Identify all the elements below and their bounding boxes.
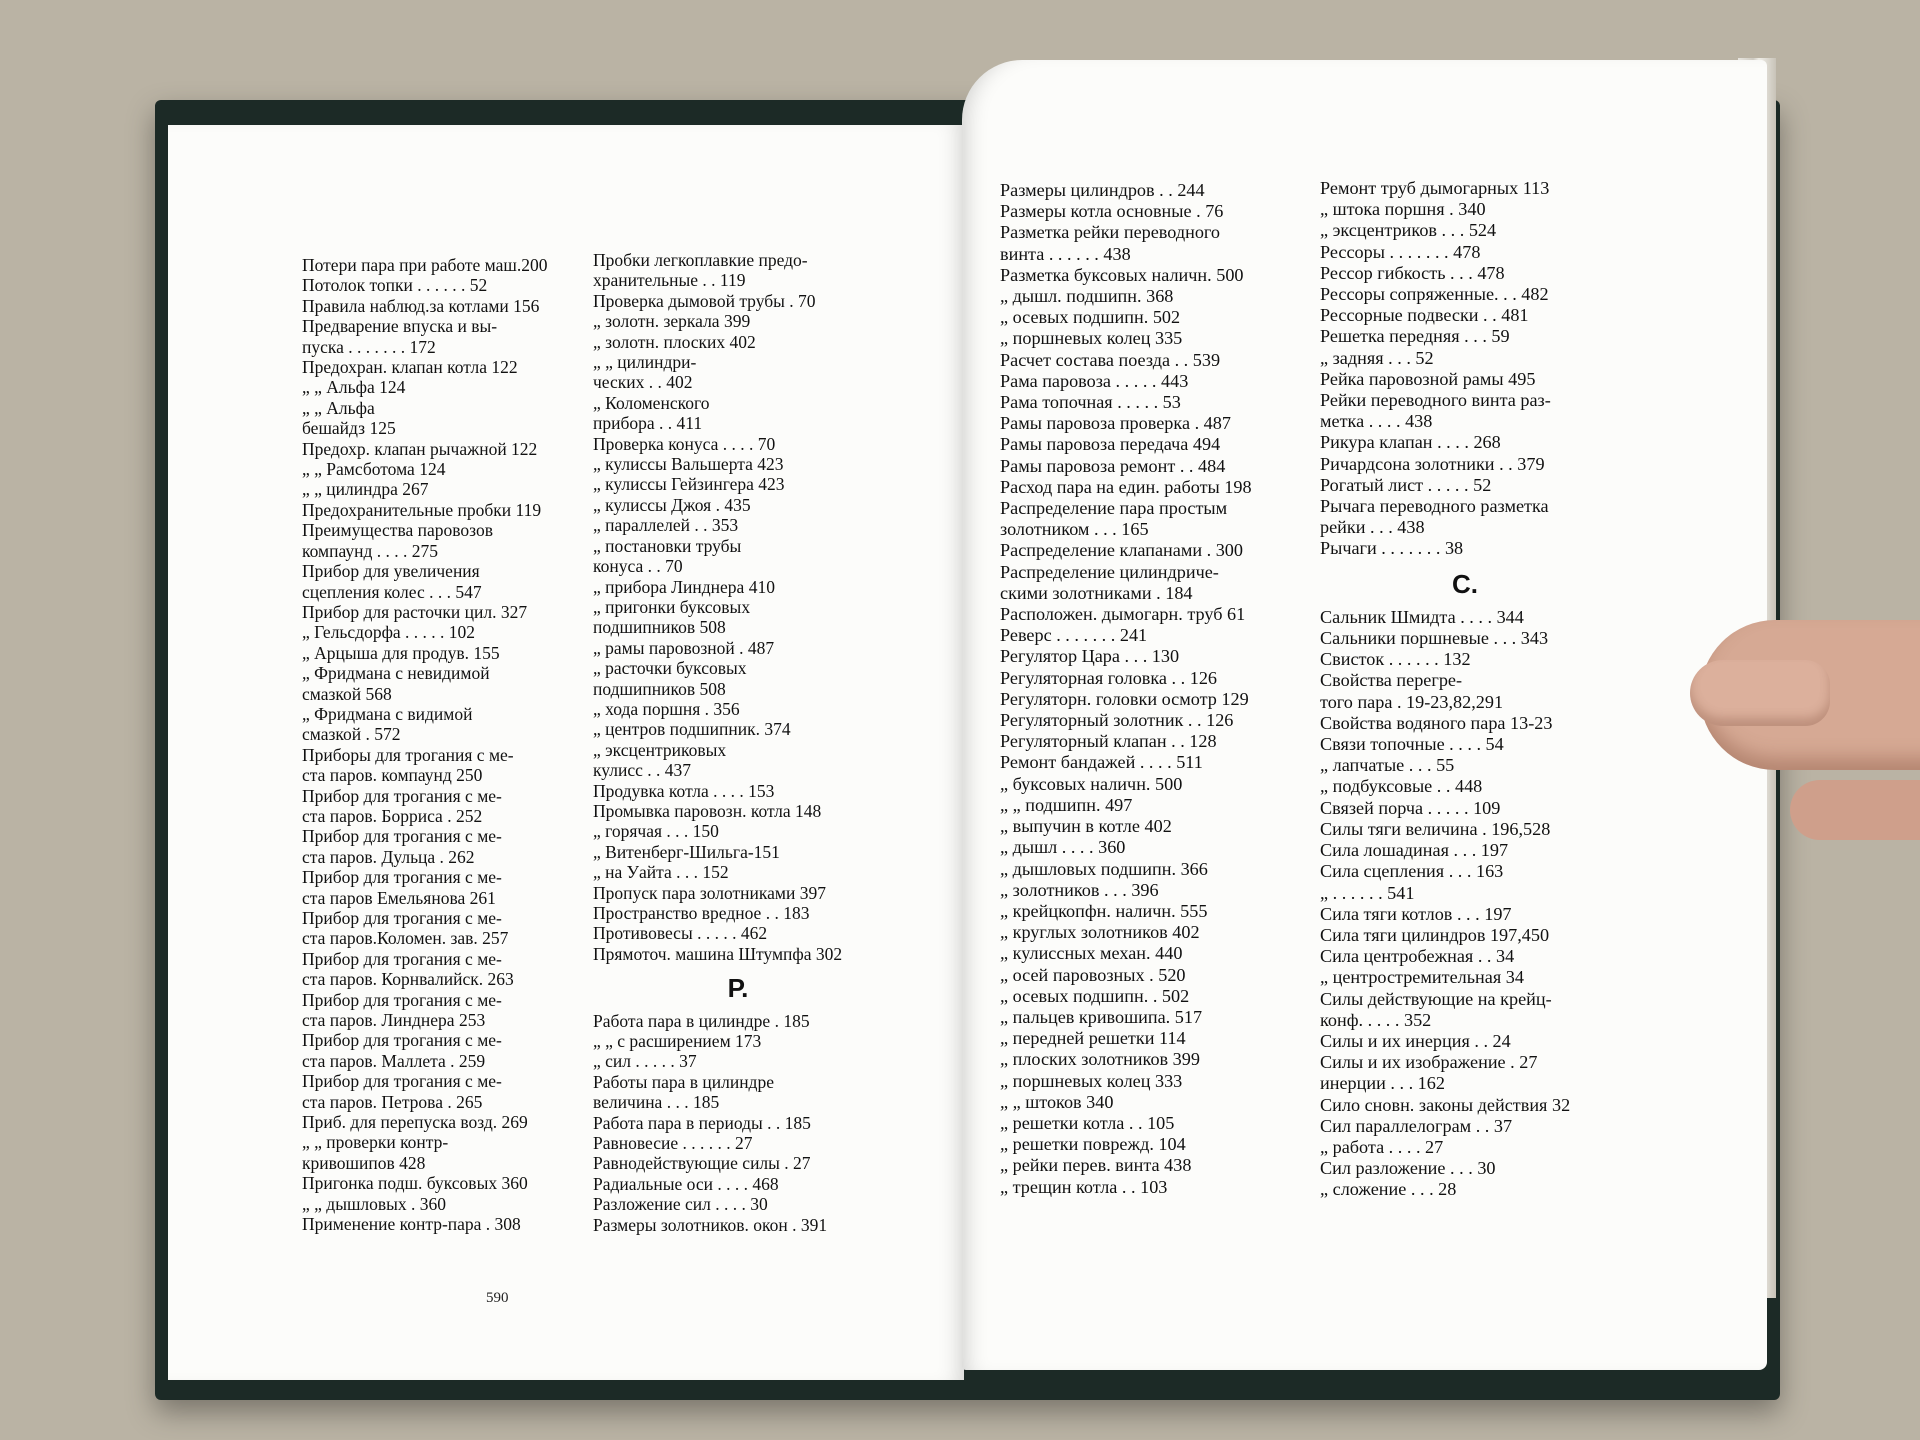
index-entry: „ передней решетки 114 bbox=[1000, 1028, 1186, 1049]
index-entry: „ постановки трубы bbox=[593, 535, 742, 556]
index-entry: „ Гельсдорфа . . . . . 102 bbox=[302, 622, 476, 643]
index-entry: Регуляторный золотник . . 126 bbox=[1000, 710, 1234, 731]
index-entry: „ „ дышловых . 360 bbox=[302, 1193, 447, 1214]
index-entry: конуса . . 70 bbox=[593, 556, 683, 577]
index-entry: „ дышл. подшипн. 368 bbox=[1000, 286, 1174, 307]
index-entry: „ сил . . . . . 37 bbox=[593, 1051, 697, 1072]
index-entry: ста паров.Коломен. зав. 257 bbox=[302, 928, 509, 949]
index-entry: ста паров. компаунд 250 bbox=[302, 765, 483, 786]
left-column-2-b bbox=[593, 1011, 883, 1235]
index-entry: Размеры золотников. окон . 391 bbox=[593, 1214, 828, 1235]
right-column-1 bbox=[1000, 180, 1300, 1198]
index-entry: Рычага переводного разметка bbox=[1320, 496, 1549, 517]
index-entry: „ золотн. зеркала 399 bbox=[593, 311, 751, 332]
page-number: 590 bbox=[486, 1290, 509, 1306]
index-entry: Преимущества паровозов bbox=[302, 520, 493, 541]
index-entry: Работы пара в цилиндре bbox=[593, 1071, 774, 1092]
index-entry: „ прибора Линднера 410 bbox=[593, 576, 775, 597]
index-entry: Рессоры . . . . . . . 478 bbox=[1320, 241, 1481, 262]
index-entry: Работа пара в периоды . . 185 bbox=[593, 1112, 811, 1133]
index-entry: Силы и их изображение . 27 bbox=[1320, 1052, 1538, 1073]
index-entry: „ золотников . . . 396 bbox=[1000, 879, 1159, 900]
index-entry: подшипников 508 bbox=[593, 678, 726, 699]
section-heading-s: С. bbox=[1452, 568, 1478, 599]
index-entry: „ пригонки буксовых bbox=[593, 596, 751, 617]
index-entry: „ выпучин в котле 402 bbox=[1000, 816, 1172, 837]
index-entry: Рамы паровоза проверка . 487 bbox=[1000, 413, 1231, 434]
index-entry: „ „ с расширением 173 bbox=[593, 1031, 762, 1052]
index-entry: „ расточки буксовых bbox=[593, 658, 747, 679]
index-entry: Сил разложение . . . 30 bbox=[1320, 1158, 1496, 1179]
index-entry: Рамы паровоза ремонт . . 484 bbox=[1000, 455, 1226, 476]
index-entry: Рычаги . . . . . . . 38 bbox=[1320, 538, 1464, 559]
index-entry: Силы действующие на крейц- bbox=[1320, 988, 1552, 1009]
index-entry: кулисс . . 437 bbox=[593, 760, 691, 781]
index-entry: „ кулиссы Вальшерта 423 bbox=[593, 454, 784, 475]
index-entry: „ осевых подшипн. . 502 bbox=[1000, 985, 1190, 1006]
index-entry: Распределение клапанами . 300 bbox=[1000, 540, 1243, 561]
index-entry: Связей порча . . . . . 109 bbox=[1320, 797, 1501, 818]
index-entry: „ хода поршня . 356 bbox=[593, 698, 740, 719]
index-entry: Регуляторн. головки осмотр 129 bbox=[1000, 688, 1249, 709]
index-entry: Сил параллелограм . . 37 bbox=[1320, 1115, 1513, 1136]
index-entry: Связи топочные . . . . 54 bbox=[1320, 734, 1504, 755]
index-entry: Расчет состава поезда . . 539 bbox=[1000, 349, 1221, 370]
index-entry: Решетка передняя . . . 59 bbox=[1320, 326, 1510, 347]
index-entry: Силы и их инерция . . 24 bbox=[1320, 1030, 1511, 1051]
index-entry: „ параллелей . . 353 bbox=[593, 515, 739, 536]
index-entry: „ „ подшипн. 497 bbox=[1000, 794, 1133, 815]
index-entry: Проверка дымовой трубы . 70 bbox=[593, 290, 816, 311]
index-entry: Ричардсона золотники . . 379 bbox=[1320, 453, 1545, 474]
index-entry: „ „ Альфа 124 bbox=[302, 377, 406, 398]
index-entry: „ „ Рамсботома 124 bbox=[302, 459, 446, 480]
index-entry: „ дышл . . . . 360 bbox=[1000, 837, 1126, 858]
index-entry: Пространство вредное . . 183 bbox=[593, 903, 810, 923]
hand-finger bbox=[1790, 780, 1920, 840]
index-entry: Пригонка подш. буксовых 360 bbox=[302, 1173, 528, 1194]
index-entry: Рама паровоза . . . . . 443 bbox=[1000, 370, 1189, 391]
index-entry: смазкой . 572 bbox=[302, 724, 401, 745]
index-entry: Предохр. клапан рычажной 122 bbox=[302, 438, 538, 459]
index-entry: Распределение пара простым bbox=[1000, 498, 1228, 519]
index-entry: „ . . . . . . 541 bbox=[1320, 882, 1415, 903]
index-entry: Ремонт бандажей . . . . 511 bbox=[1000, 752, 1203, 773]
index-entry: Прибор для трогания с ме- bbox=[302, 867, 502, 888]
index-entry: Продувка котла . . . . 153 bbox=[593, 780, 775, 801]
index-entry: ческих . . 402 bbox=[593, 372, 693, 393]
index-entry: Прибор для трогания с ме- bbox=[302, 989, 502, 1010]
index-entry: Сила сцепления . . . 163 bbox=[1320, 861, 1504, 882]
index-entry: Свойства водяного пара 13-23 bbox=[1320, 712, 1553, 733]
index-entry: Проверка конуса . . . . 70 bbox=[593, 433, 776, 454]
index-entry: Регуляторная головка . . 126 bbox=[1000, 667, 1218, 688]
index-entry: „ рейки перев. винта 438 bbox=[1000, 1155, 1192, 1176]
index-entry: ста паров. Петрова . 265 bbox=[302, 1091, 483, 1112]
index-entry: Сила тяги котлов . . . 197 bbox=[1320, 903, 1512, 924]
index-entry: Прибор для увеличения bbox=[302, 561, 480, 582]
index-entry: „ Фридмана с невидимой bbox=[302, 663, 490, 684]
index-entry: „ поршневых колец 335 bbox=[1000, 328, 1183, 349]
index-entry: Прибор для трогания с ме- bbox=[302, 908, 502, 928]
index-entry: Правила наблюд.за котлами 156 bbox=[302, 295, 540, 316]
index-entry: Размеры цилиндров . . 244 bbox=[1000, 180, 1205, 200]
index-entry: Размеры котла основные . 76 bbox=[1000, 201, 1224, 222]
index-entry: конф. . . . . 352 bbox=[1320, 1009, 1432, 1030]
index-entry: „ золотн. плоских 402 bbox=[593, 331, 756, 352]
index-entry: Прибор для трогания с ме- bbox=[302, 826, 502, 847]
index-entry: „ „ цилиндра 267 bbox=[302, 479, 429, 500]
index-entry: „ кулиссы Гейзингера 423 bbox=[593, 474, 785, 495]
index-entry: „ подбуксовые . . 448 bbox=[1320, 776, 1483, 797]
index-entry: Расположен. дымогарн. труб 61 bbox=[1000, 604, 1246, 625]
index-entry: того пара . 19-23,82,291 bbox=[1320, 691, 1504, 712]
index-entry: рейки . . . 438 bbox=[1320, 517, 1425, 538]
index-entry: Рейка паровозной рамы 495 bbox=[1320, 368, 1536, 389]
index-entry: „ эксцентриковых bbox=[593, 739, 727, 760]
index-entry: „ Коломенского bbox=[593, 392, 710, 413]
index-entry: Расход пара на един. работы 198 bbox=[1000, 476, 1252, 497]
index-entry: Реверс . . . . . . . 241 bbox=[1000, 625, 1148, 646]
index-entry: ста паров. Линднера 253 bbox=[302, 1010, 486, 1031]
index-entry: Разметка рейки переводного bbox=[1000, 222, 1221, 243]
index-entry: Прибор для трогания с ме- bbox=[302, 785, 502, 806]
index-entry: „ буксовых наличн. 500 bbox=[1000, 773, 1183, 794]
index-entry: золотником . . . 165 bbox=[1000, 519, 1149, 540]
index-entry: „ осевых подшипн. 502 bbox=[1000, 307, 1181, 328]
thumb bbox=[1690, 660, 1830, 726]
index-entry: Предохран. клапан котла 122 bbox=[302, 357, 518, 378]
index-entry: „ „ проверки контр- bbox=[302, 1132, 449, 1153]
index-entry: Прибор для трогания с ме- bbox=[302, 1030, 502, 1051]
index-entry: „ на Уайта . . . 152 bbox=[593, 862, 729, 883]
index-entry: ста паров. Корнвалийск. 263 bbox=[302, 969, 514, 990]
index-entry: смазкой 568 bbox=[302, 683, 392, 704]
left-column-2-a bbox=[593, 250, 883, 964]
index-entry: „ плоских золотников 399 bbox=[1000, 1049, 1200, 1070]
index-entry: „ пальцев кривошипа. 517 bbox=[1000, 1006, 1203, 1027]
index-entry: Рикура клапан . . . . 268 bbox=[1320, 432, 1501, 453]
index-entry: Рессоры сопряженные. . . 482 bbox=[1320, 284, 1549, 305]
index-entry: инерции . . . 162 bbox=[1320, 1073, 1445, 1094]
index-entry: ста паров Емельянова 261 bbox=[302, 887, 496, 908]
right-column-2-a bbox=[1320, 178, 1610, 560]
index-entry: Сила тяги цилиндров 197,450 bbox=[1320, 924, 1550, 945]
index-entry: „ дышловых подшипн. 366 bbox=[1000, 858, 1208, 879]
index-entry: Равнодействующие силы . 27 bbox=[593, 1153, 811, 1174]
index-entry: винта . . . . . . 438 bbox=[1000, 243, 1131, 264]
index-entry: Прибор для трогания с ме- bbox=[302, 1071, 502, 1092]
index-entry: Прибор для трогания с ме- bbox=[302, 948, 502, 969]
index-entry: „ Арцыша для продув. 155 bbox=[302, 642, 500, 663]
index-entry: Силы тяги величина . 196,528 bbox=[1320, 818, 1551, 839]
index-entry: скими золотниками . 184 bbox=[1000, 582, 1193, 603]
index-entry: пуска . . . . . . . 172 bbox=[302, 336, 436, 357]
index-entry: Свойства перегре- bbox=[1320, 670, 1463, 691]
index-entry: Рейки переводного винта раз- bbox=[1320, 390, 1551, 411]
index-entry: „ „ цилиндри- bbox=[593, 352, 697, 373]
index-entry: компаунд . . . . 275 bbox=[302, 540, 438, 561]
index-entry: ста паров. Маллета . 259 bbox=[302, 1050, 486, 1071]
index-entry: „ горячая . . . 150 bbox=[593, 821, 719, 842]
index-entry: Распределение цилиндриче- bbox=[1000, 561, 1219, 582]
index-entry: Регуляторный клапан . . 128 bbox=[1000, 731, 1217, 752]
index-entry: Рессорные подвески . . 481 bbox=[1320, 305, 1529, 326]
index-entry: Промывка паровозн. котла 148 bbox=[593, 800, 822, 821]
index-entry: Сила центробежная . . 34 bbox=[1320, 946, 1515, 967]
index-entry: „ работа . . . . 27 bbox=[1320, 1136, 1444, 1157]
index-entry: Потери пара при работе маш.200 bbox=[302, 255, 548, 275]
index-entry: „ Фридмана с видимой bbox=[302, 703, 473, 724]
index-entry: Регулятор Цара . . . 130 bbox=[1000, 646, 1180, 667]
index-entry: „ „ Альфа bbox=[302, 397, 375, 418]
index-entry: „ круглых золотников 402 bbox=[1000, 922, 1200, 943]
index-entry: кривошипов 428 bbox=[302, 1152, 426, 1173]
index-entry: „ осей паровозных . 520 bbox=[1000, 964, 1186, 985]
index-entry: Сило сновн. законы действия 32 bbox=[1320, 1094, 1571, 1115]
index-entry: Прямоточ. машина Штумпфа 302 bbox=[593, 943, 843, 964]
left-column-1 bbox=[302, 255, 548, 1235]
index-entry: „ сложение . . . 28 bbox=[1320, 1179, 1457, 1200]
index-entry: подшипников 508 bbox=[593, 617, 726, 638]
index-entry: „ задняя . . . 52 bbox=[1320, 347, 1434, 368]
index-entry: хранительные . . 119 bbox=[593, 270, 746, 291]
index-entry: Противовесы . . . . . 462 bbox=[593, 923, 768, 944]
index-entry: прибора . . 411 bbox=[593, 413, 703, 434]
index-entry: метка . . . . 438 bbox=[1320, 411, 1433, 432]
right-column-2 bbox=[1320, 178, 1610, 1201]
index-entry: „ Витенберг-Шильга-151 bbox=[593, 841, 780, 862]
index-entry: Сальники поршневые . . . 343 bbox=[1320, 628, 1549, 649]
index-entry: „ поршневых колец 333 bbox=[1000, 1070, 1183, 1091]
index-entry: Предварение впуска и вы- bbox=[302, 316, 498, 337]
index-entry: „ крейцкопфн. наличн. 555 bbox=[1000, 900, 1208, 921]
index-entry: „ центростремительная 34 bbox=[1320, 967, 1524, 988]
index-entry: бешайдз 125 bbox=[302, 418, 396, 439]
index-entry: Пробки легкоплавкие предо- bbox=[593, 250, 808, 270]
index-entry: Прибор для расточки цил. 327 bbox=[302, 601, 528, 622]
index-entry: величина . . . 185 bbox=[593, 1092, 720, 1113]
index-entry: Сила лошадиная . . . 197 bbox=[1320, 840, 1509, 861]
index-entry: „ кулиссных механ. 440 bbox=[1000, 943, 1183, 964]
index-entry: сцепления колес . . . 547 bbox=[302, 581, 482, 602]
index-entry: „ лапчатые . . . 55 bbox=[1320, 755, 1455, 776]
index-entry: Рама топочная . . . . . 53 bbox=[1000, 392, 1181, 413]
index-entry: Разметка буксовых наличн. 500 bbox=[1000, 264, 1244, 285]
left-page bbox=[168, 125, 964, 1380]
index-entry: Работа пара в цилиндре . 185 bbox=[593, 1010, 810, 1031]
left-column-2 bbox=[593, 250, 883, 1235]
index-entry: „ решетки котла . . 105 bbox=[1000, 1112, 1175, 1133]
index-entry: Потолок топки . . . . . . 52 bbox=[302, 275, 488, 296]
index-entry: Равновесие . . . . . . 27 bbox=[593, 1133, 753, 1154]
index-entry: Пропуск пара золотниками 397 bbox=[593, 882, 826, 903]
index-entry: „ трещин котла . . 103 bbox=[1000, 1176, 1168, 1197]
index-entry: ста паров. Борриса . 252 bbox=[302, 805, 483, 826]
index-entry: Рамы паровоза передача 494 bbox=[1000, 434, 1221, 455]
index-entry: ста паров. Дульца . 262 bbox=[302, 846, 475, 867]
index-entry: „ центров подшипник. 374 bbox=[593, 719, 791, 740]
index-entry: Применение контр-пара . 308 bbox=[302, 1214, 521, 1235]
index-entry: Ремонт труб дымогарных 113 bbox=[1320, 178, 1550, 198]
index-entry: Рогатый лист . . . . . 52 bbox=[1320, 474, 1492, 495]
index-entry: Свисток . . . . . . 132 bbox=[1320, 649, 1471, 670]
index-entry: „ эксцентриков . . . 524 bbox=[1320, 220, 1497, 241]
index-entry: Разложение сил . . . . 30 bbox=[593, 1194, 768, 1215]
index-entry: Предохранительные пробки 119 bbox=[302, 499, 542, 520]
right-column-2-b bbox=[1320, 607, 1610, 1201]
index-entry: „ кулиссы Джоя . 435 bbox=[593, 494, 751, 515]
index-entry: Рессор гибкость . . . 478 bbox=[1320, 262, 1505, 283]
section-heading-r: Р. bbox=[727, 973, 749, 1004]
right-page bbox=[962, 60, 1767, 1370]
index-entry: „ „ штоков 340 bbox=[1000, 1091, 1114, 1112]
index-entry: Приб. для перепуска возд. 269 bbox=[302, 1112, 528, 1133]
index-entry: „ рамы паровозной . 487 bbox=[593, 637, 775, 658]
index-entry: Сальник Шмидта . . . . 344 bbox=[1320, 606, 1524, 627]
index-entry: „ решетки поврежд. 104 bbox=[1000, 1134, 1186, 1155]
index-entry: Радиальные оси . . . . 468 bbox=[593, 1173, 779, 1194]
index-entry: Приборы для трогания с ме- bbox=[302, 744, 514, 765]
index-entry: „ штока поршня . 340 bbox=[1320, 199, 1486, 220]
